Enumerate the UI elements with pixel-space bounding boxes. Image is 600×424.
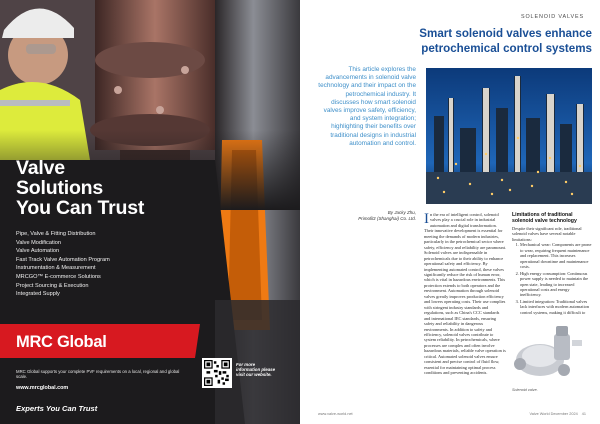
column-1-text: n the era of intelligent control, solenoid valves play a crucial role in industrial automation and digital transformation. Their innovative development is essential for meeting the demands of modern industries, particularly in the petrochemical sector where safety, efficiency and reliability are paramount. Solenoid valves are indispensable in petrochemicals due to their ability to enhance operational safety and efficiency. By implementing automated control, these valves significantly reduce the risk of human error, which is vital in hazardous environments. This protection extends to both operators and the environment. Automation through solenoid valves greatly improves production efficiency and lowers operating costs. Their use complies with stringent industry standards and regulations, such as China's CCC standards and international IEC standards, ensuring safety and reliability in dangerous environments. In addition to safety and efficiency, solenoid valves contribute to system reliability. In petrochemicals, where processes are complex and often involve hazardous materials, reliable valve operation is critical. Automated solenoid valves ensure consistent and precise control of fluid flow, essential for maintaining optimal process conditions and preventing accidents. [424,212,507,376]
ad-text-block [16,158,144,299]
byline-author: By Jacky Zhu, [387,210,416,215]
company-description: MRC Global supports your complete PVF requirements on a local, regional and global scale. [16,369,180,380]
services-list [16,230,144,299]
mrc-global-logo: MRC Global [16,333,107,351]
limitations-intro: Despite their significant role, traditional solenoid valves have several notable limitations: [512,226,582,242]
article-column-1 [424,212,506,376]
section-label: SOLENOID VALVES [520,14,584,20]
article-intro: This article explores the advancements in solenoid valve technology and their impact on the petrochemical industry. It discusses how smart solenoid valves improve safety, efficiency, and system integration; highlighting their benefits over traditional designs in industrial automation and control. [318,66,416,147]
service-item: Integrated Supply [16,291,60,298]
company-website-link[interactable]: www.mrcglobal.com [16,385,69,391]
service-item: Fast Track Valve Automation Program [16,256,110,263]
service-item: Instrumentation & Measurement [16,265,96,272]
footer-publication [530,412,587,416]
article-page [300,0,600,424]
service-item: MRCGO™ E-commerce Solutions [16,273,101,280]
headline-line: You Can Trust [16,197,145,219]
footer-website[interactable]: www.valve-world.net [318,412,353,416]
service-item: Valve Automation [16,248,60,255]
headline-line: Valve [16,157,65,179]
limitation-item: 1. Mechanical wear: Components are prone to wear, requiring frequent maintenance and replacement. This increases operational downtime and maintenance costs. [520,242,592,269]
service-item: Valve Modification [16,239,61,246]
service-item: Project Sourcing & Execution [16,282,89,289]
qr-instruction: For more information please visit our website. [236,362,276,378]
article-column-2 [512,212,592,322]
publication-issue: Valve World December 2024 [529,412,578,416]
article-title: Smart solenoid valves enhance petrochemical control systems [419,27,592,55]
image-caption: Solenoid valve. [512,388,538,392]
qr-code-icon[interactable] [202,358,232,388]
limitation-item: 3. Limited integration: Traditional valves lack interfaces with modern automation control systems, making it difficult to [520,299,592,321]
headline-line: Solutions [16,177,104,199]
limitations-list [512,242,592,320]
ad-headline [16,158,144,218]
drop-cap: I [424,211,429,227]
byline-company: Primofitz (Shanghai) Co. Ltd. [358,215,416,221]
limitations-heading: Limitations of traditional solenoid valve technology [512,212,577,224]
refinery-night-photo [426,68,592,204]
ad-tagline: Experts You Can Trust [16,404,98,413]
article-byline [316,210,416,221]
limitation-item: 2. High energy consumption: Continuous power supply is needed to maintain the open state, leading to increased operational costs and energy inefficiency. [520,271,592,298]
page-number: 41 [581,412,586,416]
solenoid-valve-photo [506,316,592,386]
service-item: Pipe, Valve & Fitting Distribution [16,231,96,237]
